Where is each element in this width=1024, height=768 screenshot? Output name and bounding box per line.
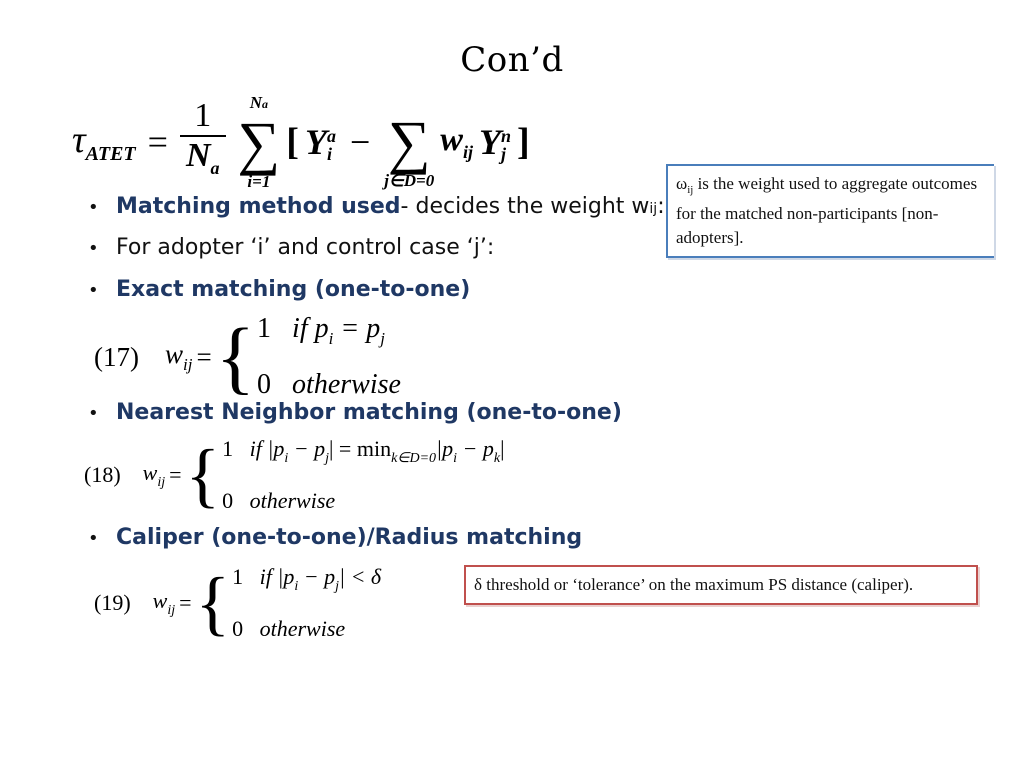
atet-y-a: Y a i xyxy=(304,121,336,165)
bullet-matching-method: • Matching method used - decides the weight w ij : xyxy=(88,194,665,219)
bullet-nearest-neighbor: • Nearest Neighbor matching (one-to-one) xyxy=(88,400,622,425)
slide-title: Con’d xyxy=(460,40,564,80)
atet-fraction: $\frac{1}{N_a}$ xyxy=(180,97,226,187)
left-brace: { xyxy=(215,311,256,402)
equation-19: (19) $w_{ij}$ = { 1 if $|p_i - p_j| < \delta$ 0 otherwise xyxy=(94,563,382,643)
bullet-dot: • xyxy=(88,280,99,301)
atet-y-n: Y n j xyxy=(478,121,511,165)
weight-note-box: $\omega_{ij}$ is the weight used to aggregate outcomes for the matched non-participants [non-adopters]. xyxy=(666,164,994,258)
bullet-dot: • xyxy=(88,528,99,549)
equation-17: (17) $w_{ij}$ = { 1 if $p_i = p_j$ 0 otherwise xyxy=(94,311,401,402)
atet-sum-2: ∑ j∈D=0 xyxy=(384,109,435,190)
equation-18: (18) $w_{ij}$ = { 1 if $|p_i - p_j| = \min_{k\in D=0}|p_i - p_k|$ 0 otherwise xyxy=(84,435,505,515)
atet-equation xyxy=(72,94,530,190)
atet-w: $w_{ij}$ xyxy=(440,121,473,162)
bullet-dot: • xyxy=(88,238,99,259)
bullet-adopter-control: • For adopter ‘i’ and control case ‘j’: xyxy=(88,235,495,260)
left-brace: { xyxy=(195,563,231,643)
left-brace: { xyxy=(185,435,221,515)
bullet-caliper-radius: • Caliper (one-to-one)/Radius matching xyxy=(88,525,583,550)
bullet-dot: • xyxy=(88,403,99,424)
atet-minus: − xyxy=(349,122,371,162)
atet-bracket-open: [ xyxy=(286,121,299,163)
atet-equals: = xyxy=(147,122,168,162)
delta-note-box: δ threshold or ‘tolerance’ on the maximum PS distance (caliper). xyxy=(464,565,978,605)
bullet-dot: • xyxy=(88,197,99,218)
atet-bracket-close: ] xyxy=(516,121,530,163)
atet-lhs: $\tau_{ATET}$ xyxy=(72,119,136,165)
atet-sum-1: Na ∑ i=1 xyxy=(237,92,281,191)
bullet-exact-matching: • Exact matching (one-to-one) xyxy=(88,277,471,302)
